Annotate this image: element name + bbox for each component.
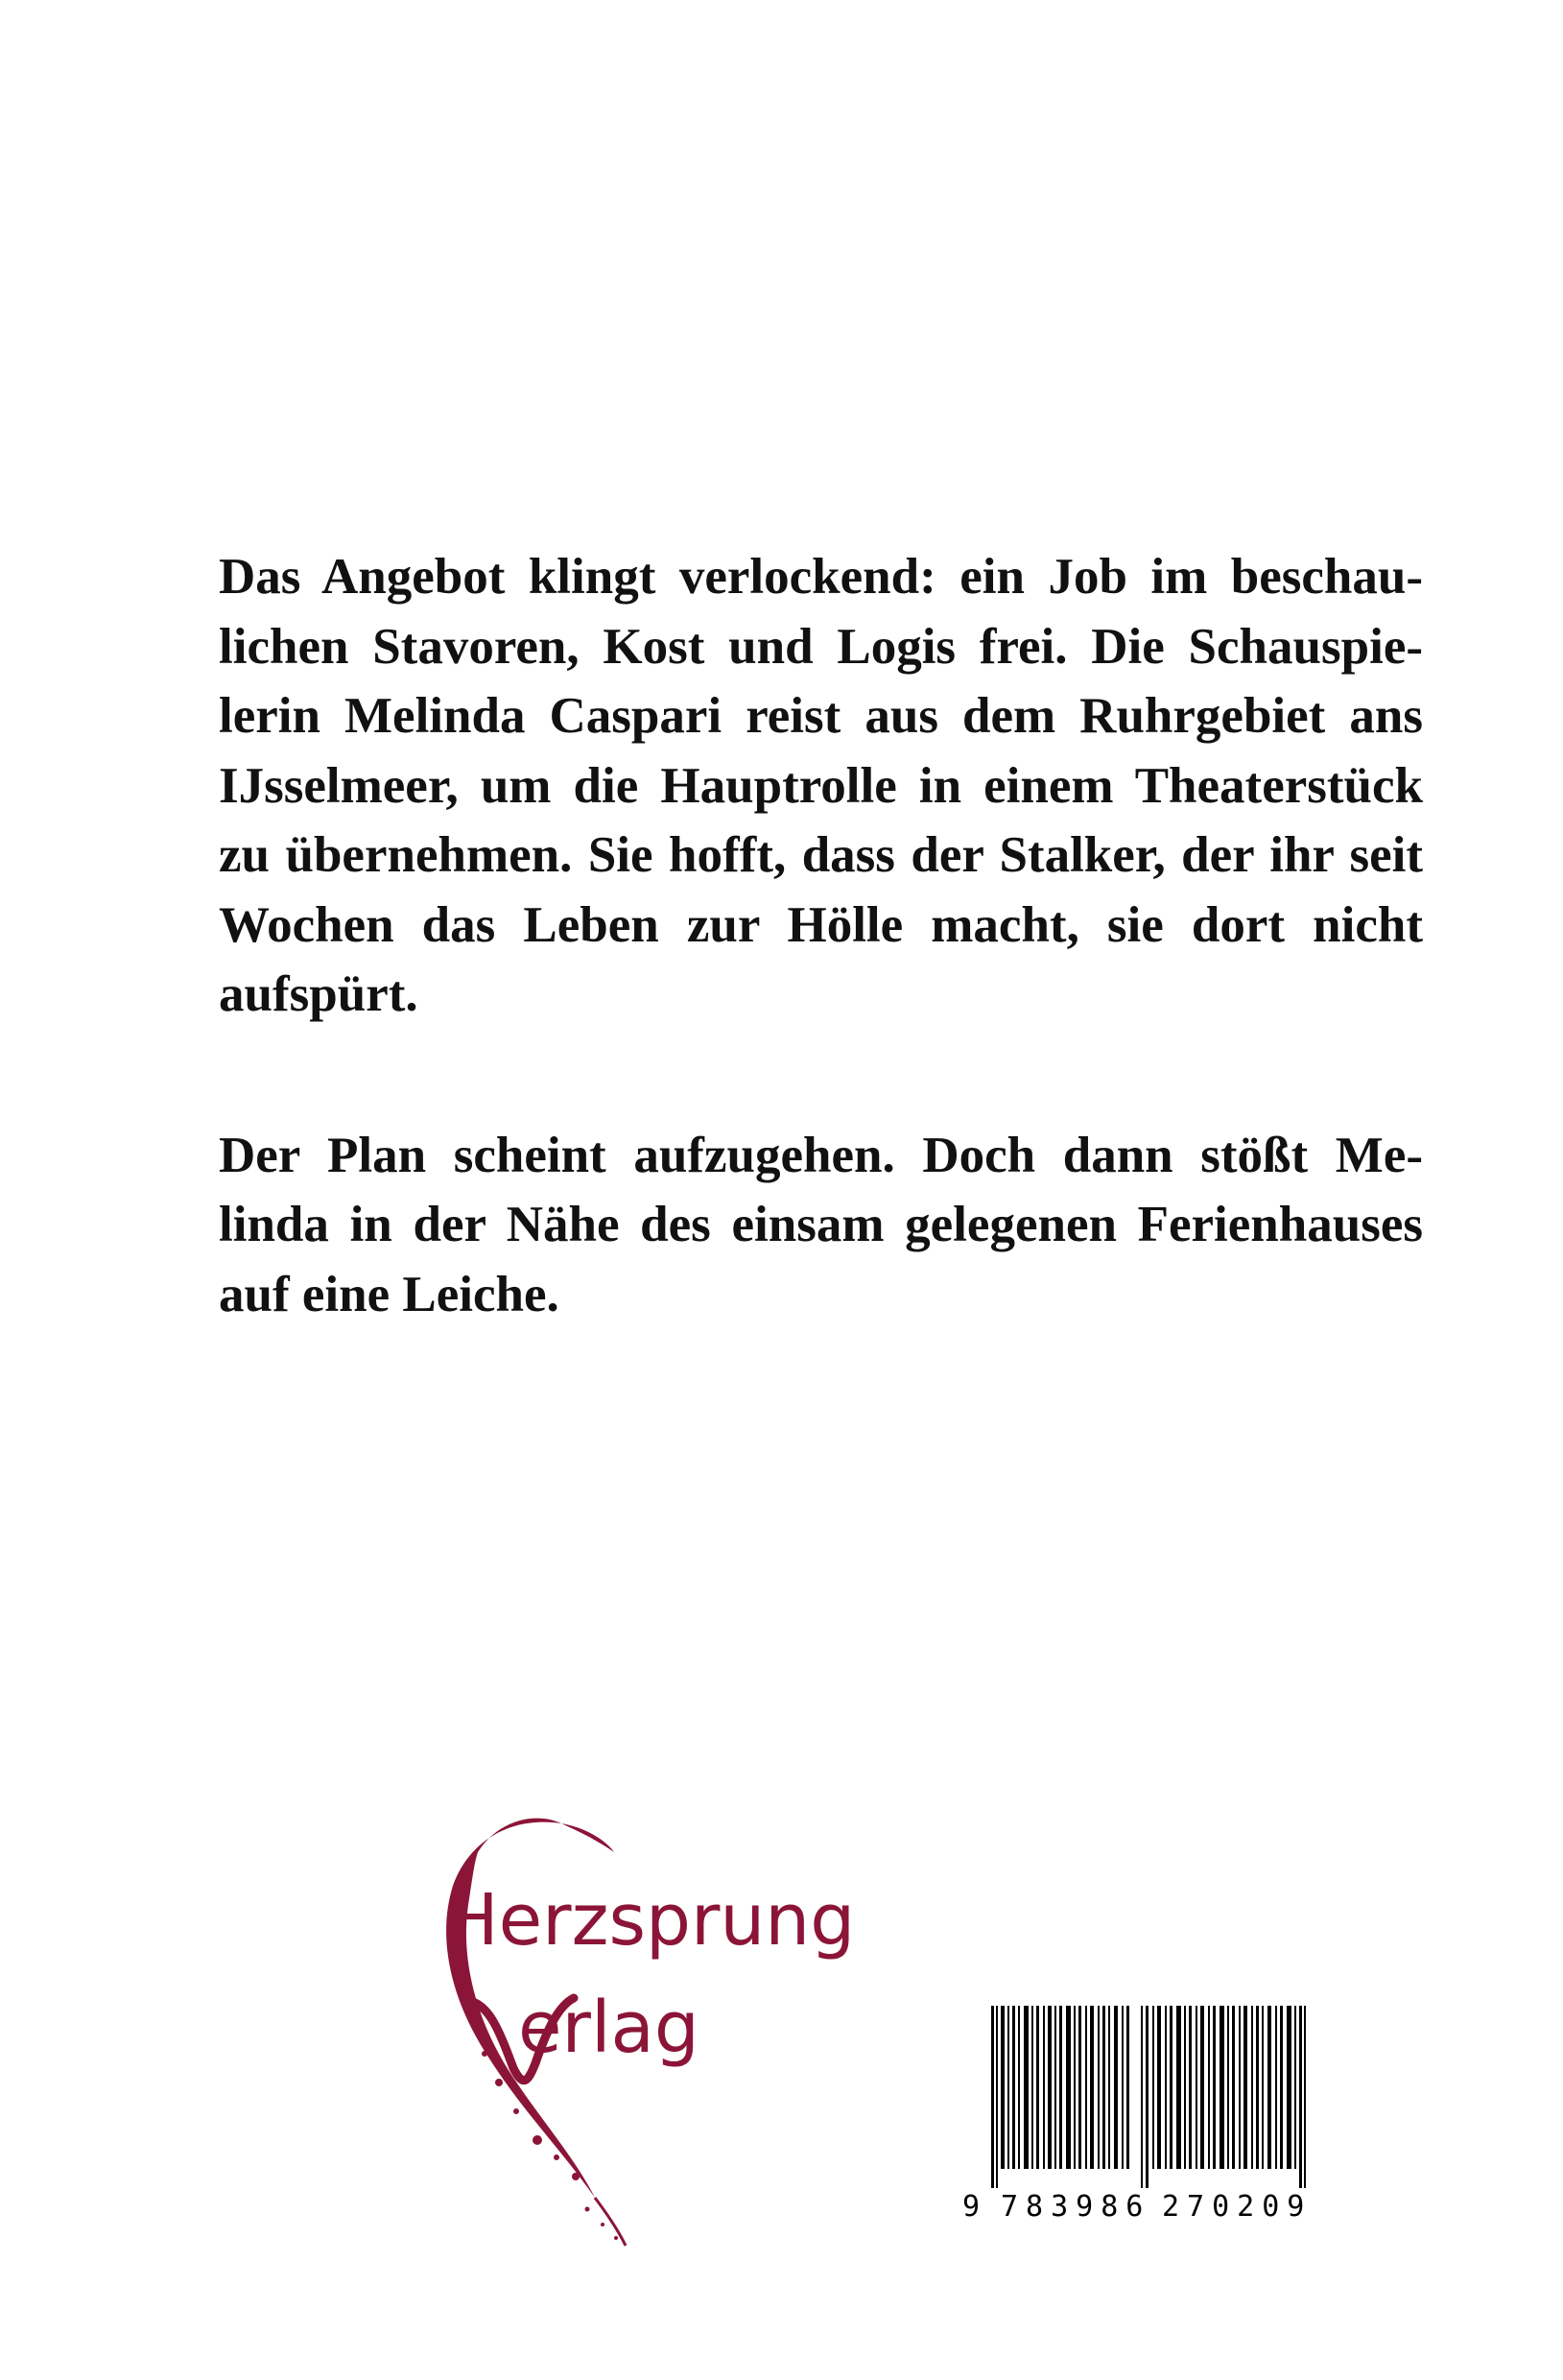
blurb-paragraph-1 <box>219 542 1423 1030</box>
barcode-bar <box>1146 2006 1149 2188</box>
barcode-bar <box>1213 2006 1216 2169</box>
barcode-bar <box>1102 2006 1105 2169</box>
barcode-bar <box>1018 2006 1020 2169</box>
barcode-bar <box>1007 2006 1009 2169</box>
isbn-barcode <box>962 2006 1332 2224</box>
barcode-bar <box>1059 2006 1062 2169</box>
blurb-line: Das Angebot klingt verlockend: ein Job im beschau- <box>219 549 1423 605</box>
blurb-line: zu übernehmen. Sie hofft, dass der Stalker, der ihr seit <box>219 827 1423 883</box>
isbn-lead-digit: 9 <box>962 2190 981 2224</box>
barcode-bar <box>1031 2006 1033 2169</box>
barcode-bar <box>1243 2006 1247 2169</box>
barcode-bar <box>1054 2006 1056 2169</box>
blurb-line: aufspürt. <box>219 966 418 1022</box>
paragraph-gap <box>219 1030 1423 1121</box>
isbn-left-group: 783986 <box>1001 2190 1151 2224</box>
barcode-bar <box>1090 2006 1094 2169</box>
barcode-bar <box>1196 2006 1197 2169</box>
barcode-bar <box>1024 2006 1029 2169</box>
barcode-bar <box>1262 2006 1264 2169</box>
barcode-bar <box>1299 2006 1302 2188</box>
blurb-line: Der Plan scheint aufzugehen. Doch dann stößt Me- <box>219 1127 1423 1183</box>
barcode-bar <box>1074 2006 1076 2169</box>
barcode-bar <box>1170 2006 1172 2169</box>
barcode-bar <box>1184 2006 1186 2169</box>
barcode-bar <box>1048 2006 1052 2169</box>
barcode-bar <box>1152 2006 1154 2169</box>
barcode-bar <box>1141 2006 1143 2188</box>
barcode-bar <box>1108 2006 1110 2169</box>
isbn-right-group: 270209 <box>1162 2190 1313 2224</box>
barcode-bar <box>1126 2006 1129 2169</box>
barcode-bars <box>962 2006 1332 2188</box>
barcode-bar <box>1239 2006 1241 2169</box>
barcode-bar <box>1304 2006 1306 2188</box>
barcode-bar <box>1280 2006 1283 2169</box>
barcode-bar <box>1208 2006 1210 2169</box>
publisher-name-line2: erlag <box>518 1987 699 2069</box>
barcode-bar <box>1200 2006 1204 2169</box>
barcode-bar <box>991 2006 994 2188</box>
blurb-line: lichen Stavoren, Kost und Logis frei. Die Schauspie- <box>219 618 1423 675</box>
barcode-bar <box>1287 2006 1291 2169</box>
blurb-line: IJsselmeer, um die Hauptrolle in einem Theaterstück <box>219 757 1423 814</box>
barcode-bar <box>1114 2006 1118 2169</box>
barcode-bar <box>1157 2006 1161 2169</box>
barcode-bar <box>1012 2006 1015 2169</box>
barcode-bar <box>1001 2006 1005 2169</box>
barcode-bar <box>1189 2006 1192 2169</box>
barcode-bar <box>1176 2006 1181 2169</box>
publisher-logo <box>355 1795 864 2274</box>
barcode-bar <box>1227 2006 1229 2169</box>
barcode-bar <box>1267 2006 1271 2169</box>
barcode-bar <box>1275 2006 1277 2169</box>
barcode-bar <box>1066 2006 1071 2169</box>
blurb-line: lerin Melinda Caspari reist aus dem Ruhrgebiet ans <box>219 688 1423 744</box>
barcode-bar <box>1078 2006 1081 2169</box>
barcode-bar <box>1098 2006 1100 2169</box>
barcode-bar <box>1220 2006 1224 2169</box>
barcode-bar <box>1256 2006 1259 2169</box>
barcode-bar <box>1085 2006 1087 2169</box>
barcode-bar <box>1036 2006 1039 2169</box>
blurb-line: Wochen das Leben zur Hölle macht, sie dort nicht <box>219 896 1423 953</box>
barcode-bar <box>1251 2006 1253 2169</box>
barcode-bar <box>1232 2006 1235 2169</box>
barcode-bar <box>1122 2006 1124 2169</box>
back-cover-blurb <box>219 542 1423 1329</box>
blurb-line: auf eine Leiche. <box>219 1266 559 1322</box>
publisher-name-line1: Herzsprung <box>445 1879 856 1962</box>
barcode-bar <box>1294 2006 1296 2169</box>
barcode-bar <box>996 2006 998 2188</box>
barcode-bar <box>1043 2006 1045 2169</box>
blurb-paragraph-2 <box>219 1121 1423 1330</box>
blurb-line: linda in der Nähe des einsam gelegenen Ferienhauses <box>219 1197 1423 1252</box>
barcode-bar <box>1165 2006 1167 2169</box>
